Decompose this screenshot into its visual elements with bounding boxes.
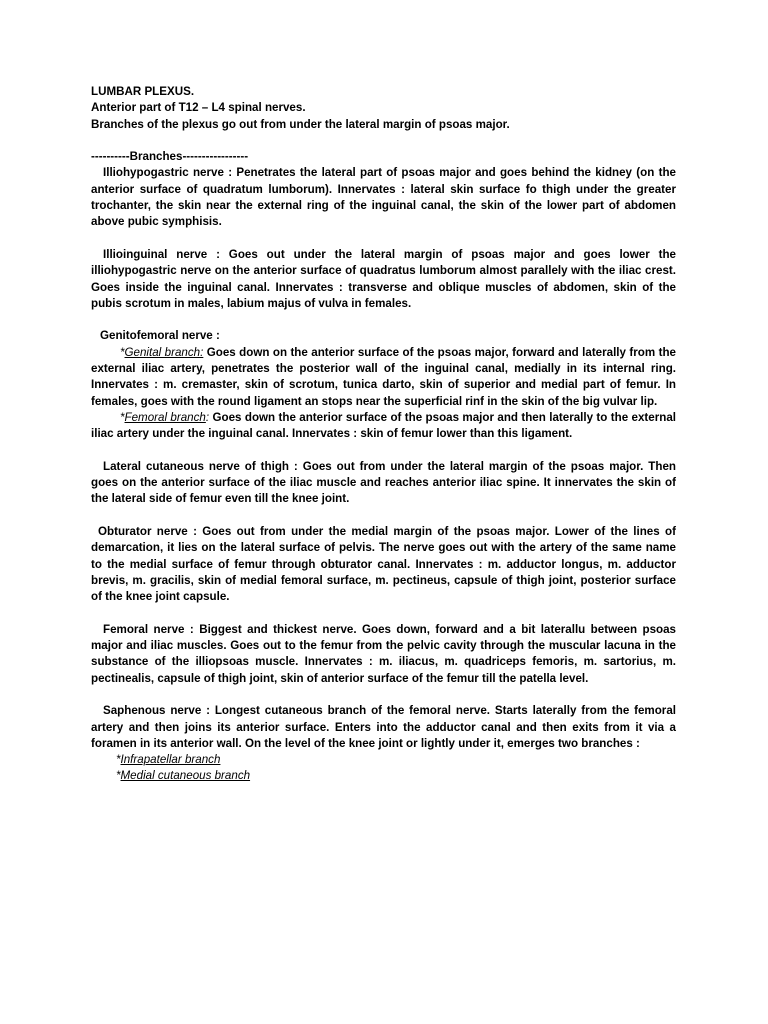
illioinguinal-text: : Goes out under the lateral margin of psoas major and goes lower the illiohypogastric nerve on the anterior surface of quadratus lumborum almost parallely with the iliac crest. Goes inside the inguinal canal. Innervates : transverse and oblique muscles of abdomen, skin of the pubis scrotum in males, labium majus of vulva in females. [91, 247, 676, 310]
lateral-cutaneous-paragraph [91, 459, 676, 508]
femoral-branch-label: Femoral branch [124, 410, 206, 424]
saphenous-text: Longest cutaneous branch of the femoral nerve. Starts laterally from the femoral artery and then joins its anterior surface. Enters into the adductor canal and then exits from it via a foramen in its anterior wall. On the level of the knee joint or lightly under it, emerges two branches : [91, 704, 676, 750]
femoral-branch-paragraph [91, 410, 676, 443]
infrapatellar-branch-item [91, 752, 676, 768]
lateral-cutaneous-name: Lateral cutaneous nerve of thigh [103, 459, 289, 473]
genital-branch-text: Goes down on the anterior surface of the psoas major, forward and laterally from the external iliac artery, penetrates the posterior wall of the inguinal canal, medially in its internal ring. Innervates : m. cremaster, skin of scrotum, tunica darto, skin of superior and medial part of femur. In females, goes with the round ligament an stops near the superficial rinf in the skin of the big vulvar lip. [91, 345, 676, 408]
saphenous-name: Saphenous nerve : [103, 704, 210, 718]
infrapatellar-asterisk: * [116, 753, 121, 767]
document-subtitle: Anterior part of T12 – L4 spinal nerves. [91, 101, 306, 115]
obturator-name: Obturator nerve : [98, 525, 197, 539]
illiohypogastric-paragraph [91, 165, 676, 230]
obturator-paragraph [91, 524, 676, 605]
medial-cutaneous-branch-item [91, 768, 676, 784]
femoral-text: Biggest and thickest nerve. Goes down, forward and a bit laterallu between psoas major and iliac muscles. Goes out to the femur from the pelvic cavity through the muscular lacuna in the substance of the illiopsoas muscle. Innervates : m. iliacus, m. quadriceps femoris, m. sartorius, m. pectinealis, capsule of thigh joint, skin of anterior surface of the femur till the patella level. [91, 622, 676, 685]
medial-cutaneous-asterisk: * [116, 769, 121, 783]
document-page [91, 84, 676, 785]
infrapatellar-branch-label: Infrapatellar branch [120, 753, 221, 767]
illioinguinal-paragraph [91, 247, 676, 312]
genital-branch-paragraph [91, 345, 676, 410]
genital-branch-asterisk: * [120, 345, 125, 359]
medial-cutaneous-branch-label: Medial cutaneous branch [120, 769, 251, 783]
femoral-branch-colon: : [205, 410, 210, 424]
illiohypogastric-text: : Penetrates the lateral part of psoas major and goes behind the kidney (on the anterior surface of quadratum lumborum). Innervates : lateral skin surface fo thigh under the greater trochanter, the skin near the external ring of the inguinal canal, the skin of the lower part of abdomen above pubic symphisis. [91, 166, 676, 229]
illiohypogastric-name: Illiohypogastric nerve [103, 166, 224, 180]
femoral-branch-text: Goes down the anterior surface of the psoas major and then laterally to the external iliac artery under the inguinal canal. Innervates : skin of femur lower than this ligament. [91, 410, 676, 441]
femoral-paragraph [91, 622, 676, 687]
genitofemoral-heading: Genitofemoral nerve : [100, 329, 220, 343]
femoral-name: Femoral nerve : [103, 622, 194, 636]
lateral-cutaneous-text: : Goes out from under the lateral margin of the psoas major. Then goes on the anterior surface of the iliac muscle and reaches anterior iliac spine. It innervates the skin of the lateral side of femur even till the knee joint. [91, 459, 676, 506]
document-title: LUMBAR PLEXUS. [91, 85, 195, 98]
femoral-branch-asterisk: * [120, 410, 125, 424]
saphenous-paragraph [91, 703, 676, 752]
illioinguinal-name: Illioinguinal nerve [103, 247, 208, 261]
obturator-text: Goes out from under the medial margin of the psoas major. Lower of the lines of demarcation, it lies on the lateral surface of pelvis. The nerve goes out with the artery of the same name to the medial surface of femur through obturator canal. Innervates : m. adductor longus, m. adductor brevis, m. gracilis, skin of medial femoral surface, m. pectineus, capsule of thigh joint, posterior surface of the knee joint capsule. [91, 525, 676, 604]
document-intro: Branches of the plexus go out from under the lateral margin of psoas major. [91, 117, 510, 131]
genital-branch-label: Genital branch: [124, 345, 204, 359]
branches-heading: ----------Branches----------------- [91, 150, 249, 164]
